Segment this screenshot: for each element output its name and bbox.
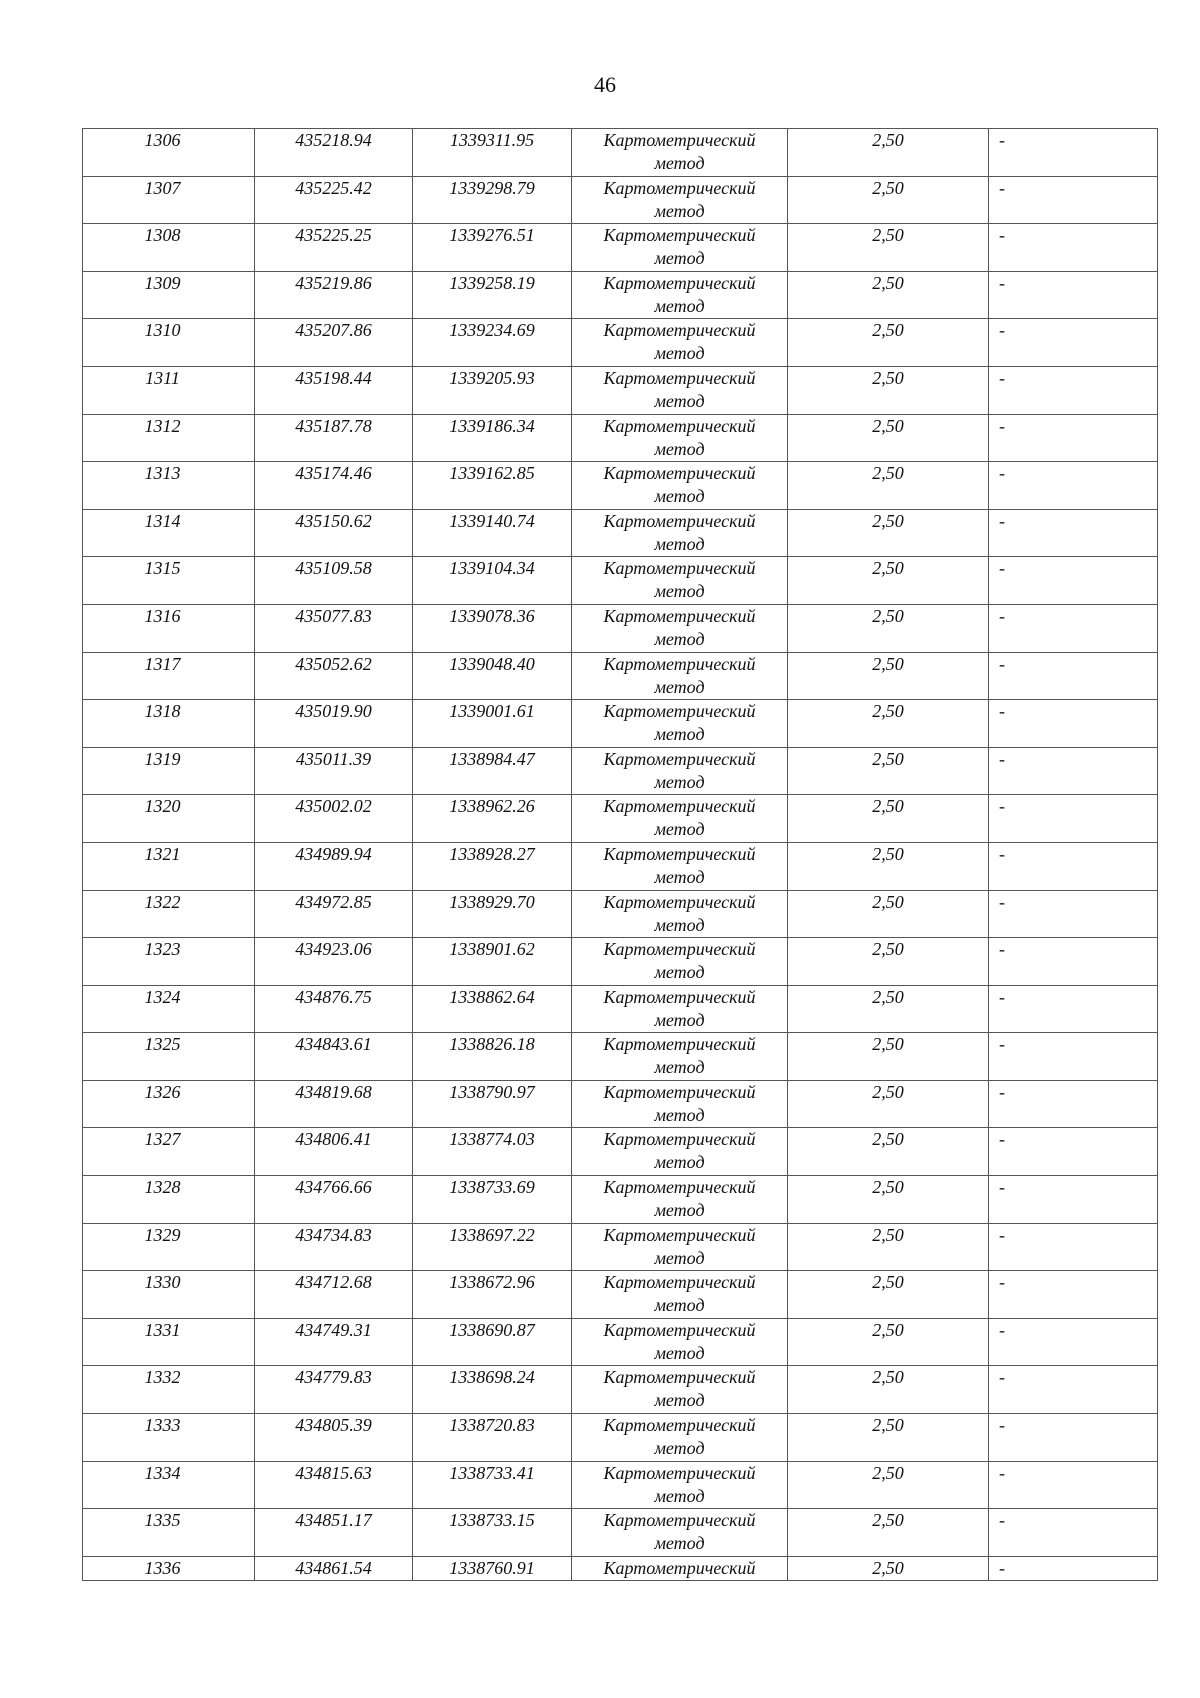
point-number-cell: 1313 — [83, 462, 255, 510]
point-number-cell: 1315 — [83, 557, 255, 605]
method-line-2: метод — [654, 1152, 705, 1173]
point-number-cell: 1329 — [83, 1223, 255, 1271]
point-number-cell: 1318 — [83, 700, 255, 748]
accuracy-cell: 2,50 — [788, 604, 989, 652]
method-line-2: метод — [654, 343, 705, 364]
point-number-cell: 1308 — [83, 224, 255, 272]
note-cell: - — [989, 462, 1158, 510]
accuracy-cell: 2,50 — [788, 700, 989, 748]
accuracy-cell: 2,50 — [788, 985, 989, 1033]
method-cell — [572, 319, 788, 367]
method-line-2: метод — [654, 1057, 705, 1078]
method-cell — [572, 985, 788, 1033]
point-number-cell: 1311 — [83, 366, 255, 414]
method-line-2: метод — [654, 628, 705, 649]
x-coordinate-cell: 435207.86 — [255, 319, 413, 367]
method-line-1: Картометрический — [603, 1557, 756, 1578]
point-number-cell: 1309 — [83, 271, 255, 319]
method-line-2: метод — [654, 200, 705, 221]
y-coordinate-cell: 1339298.79 — [413, 176, 572, 224]
method-line-2: метод — [654, 438, 705, 459]
y-coordinate-cell: 1339311.95 — [413, 129, 572, 177]
method-line-2: метод — [654, 486, 705, 507]
method-line-2: метод — [654, 295, 705, 316]
method-line-1: Картометрический — [603, 843, 756, 864]
y-coordinate-cell: 1338984.47 — [413, 747, 572, 795]
method-cell — [572, 1556, 788, 1580]
method-line-2: метод — [654, 962, 705, 983]
method-cell — [572, 1033, 788, 1081]
method-cell — [572, 890, 788, 938]
table-row — [83, 795, 1158, 843]
method-line-2: метод — [654, 1247, 705, 1268]
method-cell — [572, 1318, 788, 1366]
y-coordinate-cell: 1338862.64 — [413, 985, 572, 1033]
x-coordinate-cell: 434712.68 — [255, 1271, 413, 1319]
method-line-1: Картометрический — [603, 320, 756, 341]
method-line-1: Картометрический — [603, 177, 756, 198]
note-cell: - — [989, 129, 1158, 177]
y-coordinate-cell: 1339205.93 — [413, 366, 572, 414]
accuracy-cell: 2,50 — [788, 890, 989, 938]
y-coordinate-cell: 1338901.62 — [413, 938, 572, 986]
point-number-cell: 1334 — [83, 1461, 255, 1509]
method-line-1: Картометрический — [603, 558, 756, 579]
method-cell — [572, 652, 788, 700]
x-coordinate-cell: 435198.44 — [255, 366, 413, 414]
point-number-cell: 1306 — [83, 129, 255, 177]
note-cell: - — [989, 795, 1158, 843]
accuracy-cell: 2,50 — [788, 938, 989, 986]
method-line-2: метод — [654, 676, 705, 697]
method-cell — [572, 129, 788, 177]
method-line-1: Картометрический — [603, 1319, 756, 1340]
table-row — [83, 129, 1158, 177]
table-row — [83, 1509, 1158, 1557]
y-coordinate-cell: 1338774.03 — [413, 1128, 572, 1176]
method-line-1: Картометрический — [603, 1177, 756, 1198]
method-line-1: Картометрический — [603, 463, 756, 484]
x-coordinate-cell: 435150.62 — [255, 509, 413, 557]
method-cell — [572, 509, 788, 557]
method-line-1: Картометрический — [603, 1462, 756, 1483]
accuracy-cell: 2,50 — [788, 1080, 989, 1128]
x-coordinate-cell: 435077.83 — [255, 604, 413, 652]
note-cell: - — [989, 1509, 1158, 1557]
method-cell — [572, 842, 788, 890]
x-coordinate-cell: 435225.25 — [255, 224, 413, 272]
y-coordinate-cell: 1338672.96 — [413, 1271, 572, 1319]
x-coordinate-cell: 434876.75 — [255, 985, 413, 1033]
accuracy-cell: 2,50 — [788, 1271, 989, 1319]
y-coordinate-cell: 1338690.87 — [413, 1318, 572, 1366]
y-coordinate-cell: 1339078.36 — [413, 604, 572, 652]
note-cell: - — [989, 1033, 1158, 1081]
table-row — [83, 1223, 1158, 1271]
note-cell: - — [989, 985, 1158, 1033]
y-coordinate-cell: 1338720.83 — [413, 1414, 572, 1462]
x-coordinate-cell: 434819.68 — [255, 1080, 413, 1128]
method-cell — [572, 1366, 788, 1414]
method-cell — [572, 1271, 788, 1319]
point-number-cell: 1330 — [83, 1271, 255, 1319]
method-cell — [572, 795, 788, 843]
note-cell: - — [989, 1176, 1158, 1224]
table-row — [83, 1128, 1158, 1176]
point-number-cell: 1317 — [83, 652, 255, 700]
x-coordinate-cell: 434734.83 — [255, 1223, 413, 1271]
point-number-cell: 1327 — [83, 1128, 255, 1176]
x-coordinate-cell: 434806.41 — [255, 1128, 413, 1176]
method-line-2: метод — [654, 1200, 705, 1221]
note-cell: - — [989, 1556, 1158, 1580]
table-row — [83, 890, 1158, 938]
method-cell — [572, 700, 788, 748]
x-coordinate-cell: 434843.61 — [255, 1033, 413, 1081]
accuracy-cell: 2,50 — [788, 1414, 989, 1462]
method-line-1: Картометрический — [603, 701, 756, 722]
method-line-2: метод — [654, 533, 705, 554]
table-row — [83, 271, 1158, 319]
note-cell: - — [989, 1080, 1158, 1128]
accuracy-cell: 2,50 — [788, 747, 989, 795]
note-cell: - — [989, 319, 1158, 367]
point-number-cell: 1316 — [83, 604, 255, 652]
y-coordinate-cell: 1338826.18 — [413, 1033, 572, 1081]
x-coordinate-cell: 434923.06 — [255, 938, 413, 986]
y-coordinate-cell: 1339104.34 — [413, 557, 572, 605]
x-coordinate-cell: 435109.58 — [255, 557, 413, 605]
note-cell: - — [989, 176, 1158, 224]
table-row — [83, 604, 1158, 652]
accuracy-cell: 2,50 — [788, 1318, 989, 1366]
y-coordinate-cell: 1338929.70 — [413, 890, 572, 938]
accuracy-cell: 2,50 — [788, 366, 989, 414]
table-row — [83, 1271, 1158, 1319]
method-cell — [572, 938, 788, 986]
method-line-1: Картометрический — [603, 415, 756, 436]
method-line-2: метод — [654, 1295, 705, 1316]
point-number-cell: 1325 — [83, 1033, 255, 1081]
method-line-1: Картометрический — [603, 605, 756, 626]
table-row — [83, 938, 1158, 986]
method-line-1: Картометрический — [603, 225, 756, 246]
method-line-2: метод — [654, 248, 705, 269]
method-line-1: Картометрический — [603, 748, 756, 769]
note-cell: - — [989, 557, 1158, 605]
point-number-cell: 1332 — [83, 1366, 255, 1414]
method-cell — [572, 604, 788, 652]
note-cell: - — [989, 414, 1158, 462]
table-row — [83, 747, 1158, 795]
accuracy-cell: 2,50 — [788, 509, 989, 557]
accuracy-cell: 2,50 — [788, 271, 989, 319]
point-number-cell: 1328 — [83, 1176, 255, 1224]
y-coordinate-cell: 1339186.34 — [413, 414, 572, 462]
x-coordinate-cell: 435002.02 — [255, 795, 413, 843]
accuracy-cell: 2,50 — [788, 795, 989, 843]
table-row — [83, 414, 1158, 462]
table-row — [83, 1033, 1158, 1081]
x-coordinate-cell: 434851.17 — [255, 1509, 413, 1557]
y-coordinate-cell: 1338733.15 — [413, 1509, 572, 1557]
x-coordinate-cell: 435019.90 — [255, 700, 413, 748]
coordinates-table — [82, 128, 1158, 1581]
note-cell: - — [989, 509, 1158, 557]
x-coordinate-cell: 435187.78 — [255, 414, 413, 462]
x-coordinate-cell: 435052.62 — [255, 652, 413, 700]
accuracy-cell: 2,50 — [788, 1223, 989, 1271]
y-coordinate-cell: 1338928.27 — [413, 842, 572, 890]
table-row — [83, 1176, 1158, 1224]
accuracy-cell: 2,50 — [788, 1128, 989, 1176]
table-row — [83, 1366, 1158, 1414]
note-cell: - — [989, 271, 1158, 319]
method-cell — [572, 176, 788, 224]
method-line-1: Картометрический — [603, 653, 756, 674]
point-number-cell: 1324 — [83, 985, 255, 1033]
accuracy-cell: 2,50 — [788, 1366, 989, 1414]
note-cell: - — [989, 604, 1158, 652]
accuracy-cell: 2,50 — [788, 652, 989, 700]
point-number-cell: 1321 — [83, 842, 255, 890]
accuracy-cell: 2,50 — [788, 842, 989, 890]
method-line-1: Картометрический — [603, 272, 756, 293]
x-coordinate-cell: 434972.85 — [255, 890, 413, 938]
accuracy-cell: 2,50 — [788, 462, 989, 510]
point-number-cell: 1326 — [83, 1080, 255, 1128]
method-line-1: Картометрический — [603, 1224, 756, 1245]
x-coordinate-cell: 434749.31 — [255, 1318, 413, 1366]
note-cell: - — [989, 1318, 1158, 1366]
y-coordinate-cell: 1339162.85 — [413, 462, 572, 510]
y-coordinate-cell: 1339048.40 — [413, 652, 572, 700]
method-line-1: Картометрический — [603, 891, 756, 912]
y-coordinate-cell: 1338698.24 — [413, 1366, 572, 1414]
method-cell — [572, 271, 788, 319]
method-cell — [572, 1461, 788, 1509]
x-coordinate-cell: 435011.39 — [255, 747, 413, 795]
note-cell: - — [989, 747, 1158, 795]
table-row — [83, 557, 1158, 605]
note-cell: - — [989, 1271, 1158, 1319]
accuracy-cell: 2,50 — [788, 224, 989, 272]
table-row — [83, 224, 1158, 272]
method-line-1: Картометрический — [603, 1415, 756, 1436]
method-line-2: метод — [654, 771, 705, 792]
page-number: 46 — [594, 72, 616, 97]
table-row — [83, 462, 1158, 510]
note-cell: - — [989, 938, 1158, 986]
x-coordinate-cell: 434815.63 — [255, 1461, 413, 1509]
table-row — [83, 842, 1158, 890]
note-cell: - — [989, 224, 1158, 272]
method-line-2: метод — [654, 866, 705, 887]
note-cell: - — [989, 842, 1158, 890]
method-line-1: Картометрический — [603, 130, 756, 150]
table-body — [83, 129, 1158, 1581]
method-line-2: метод — [654, 1342, 705, 1363]
x-coordinate-cell: 434989.94 — [255, 842, 413, 890]
table-row — [83, 985, 1158, 1033]
y-coordinate-cell: 1338962.26 — [413, 795, 572, 843]
y-coordinate-cell: 1338697.22 — [413, 1223, 572, 1271]
method-cell — [572, 747, 788, 795]
table-row — [83, 1080, 1158, 1128]
accuracy-cell: 2,50 — [788, 1509, 989, 1557]
table-row — [83, 1318, 1158, 1366]
x-coordinate-cell: 434779.83 — [255, 1366, 413, 1414]
x-coordinate-cell: 434766.66 — [255, 1176, 413, 1224]
point-number-cell: 1310 — [83, 319, 255, 367]
x-coordinate-cell: 435225.42 — [255, 176, 413, 224]
note-cell: - — [989, 1223, 1158, 1271]
method-cell — [572, 1080, 788, 1128]
note-cell: - — [989, 1461, 1158, 1509]
method-line-1: Картометрический — [603, 367, 756, 388]
x-coordinate-cell: 435218.94 — [255, 129, 413, 177]
method-line-1: Картометрический — [603, 1367, 756, 1388]
note-cell: - — [989, 1414, 1158, 1462]
y-coordinate-cell: 1338733.69 — [413, 1176, 572, 1224]
method-line-2: метод — [654, 724, 705, 745]
x-coordinate-cell: 435174.46 — [255, 462, 413, 510]
table-row — [83, 1556, 1158, 1580]
accuracy-cell: 2,50 — [788, 414, 989, 462]
accuracy-cell: 2,50 — [788, 1033, 989, 1081]
method-line-2: метод — [654, 1009, 705, 1030]
method-cell — [572, 1414, 788, 1462]
accuracy-cell: 2,50 — [788, 1461, 989, 1509]
method-line-2: метод — [654, 581, 705, 602]
note-cell: - — [989, 1128, 1158, 1176]
method-cell — [572, 366, 788, 414]
method-line-2: метод — [654, 1390, 705, 1411]
method-cell — [572, 414, 788, 462]
accuracy-cell: 2,50 — [788, 557, 989, 605]
y-coordinate-cell: 1338760.91 — [413, 1556, 572, 1580]
table-row — [83, 1461, 1158, 1509]
method-line-1: Картометрический — [603, 1034, 756, 1055]
method-line-1: Картометрический — [603, 986, 756, 1007]
accuracy-cell: 2,50 — [788, 1556, 989, 1580]
point-number-cell: 1331 — [83, 1318, 255, 1366]
x-coordinate-cell: 434861.54 — [255, 1556, 413, 1580]
method-line-2: метод — [654, 914, 705, 935]
point-number-cell: 1314 — [83, 509, 255, 557]
y-coordinate-cell: 1339258.19 — [413, 271, 572, 319]
method-cell — [572, 462, 788, 510]
y-coordinate-cell: 1339140.74 — [413, 509, 572, 557]
point-number-cell: 1333 — [83, 1414, 255, 1462]
table-row — [83, 652, 1158, 700]
point-number-cell: 1319 — [83, 747, 255, 795]
point-number-cell: 1336 — [83, 1556, 255, 1580]
method-cell — [572, 1128, 788, 1176]
note-cell: - — [989, 1366, 1158, 1414]
method-line-1: Картометрический — [603, 1129, 756, 1150]
method-line-2: метод — [654, 1533, 705, 1554]
method-line-2: метод — [654, 390, 705, 411]
point-number-cell: 1335 — [83, 1509, 255, 1557]
table-row — [83, 509, 1158, 557]
method-line-1: Картометрический — [603, 939, 756, 960]
table-row — [83, 1414, 1158, 1462]
y-coordinate-cell: 1339001.61 — [413, 700, 572, 748]
method-line-2: метод — [654, 153, 705, 173]
table-row — [83, 700, 1158, 748]
method-line-1: Картометрический — [603, 1510, 756, 1531]
method-line-1: Картометрический — [603, 1081, 756, 1102]
note-cell: - — [989, 890, 1158, 938]
point-number-cell: 1307 — [83, 176, 255, 224]
note-cell: - — [989, 700, 1158, 748]
y-coordinate-cell: 1338790.97 — [413, 1080, 572, 1128]
method-line-2: метод — [654, 1438, 705, 1459]
method-cell — [572, 224, 788, 272]
y-coordinate-cell: 1339276.51 — [413, 224, 572, 272]
method-line-1: Картометрический — [603, 796, 756, 817]
method-cell — [572, 1176, 788, 1224]
accuracy-cell: 2,50 — [788, 129, 989, 177]
method-cell — [572, 557, 788, 605]
method-line-2: метод — [654, 1104, 705, 1125]
table-row — [83, 319, 1158, 367]
x-coordinate-cell: 435219.86 — [255, 271, 413, 319]
note-cell: - — [989, 366, 1158, 414]
note-cell: - — [989, 652, 1158, 700]
x-coordinate-cell: 434805.39 — [255, 1414, 413, 1462]
point-number-cell: 1320 — [83, 795, 255, 843]
accuracy-cell: 2,50 — [788, 1176, 989, 1224]
method-line-1: Картометрический — [603, 1272, 756, 1293]
point-number-cell: 1323 — [83, 938, 255, 986]
y-coordinate-cell: 1339234.69 — [413, 319, 572, 367]
method-line-2: метод — [654, 1485, 705, 1506]
method-cell — [572, 1223, 788, 1271]
table-row — [83, 366, 1158, 414]
point-number-cell: 1322 — [83, 890, 255, 938]
table-row — [83, 176, 1158, 224]
accuracy-cell: 2,50 — [788, 176, 989, 224]
method-line-1: Картометрический — [603, 510, 756, 531]
accuracy-cell: 2,50 — [788, 319, 989, 367]
method-cell — [572, 1509, 788, 1557]
method-line-2: метод — [654, 819, 705, 840]
y-coordinate-cell: 1338733.41 — [413, 1461, 572, 1509]
point-number-cell: 1312 — [83, 414, 255, 462]
